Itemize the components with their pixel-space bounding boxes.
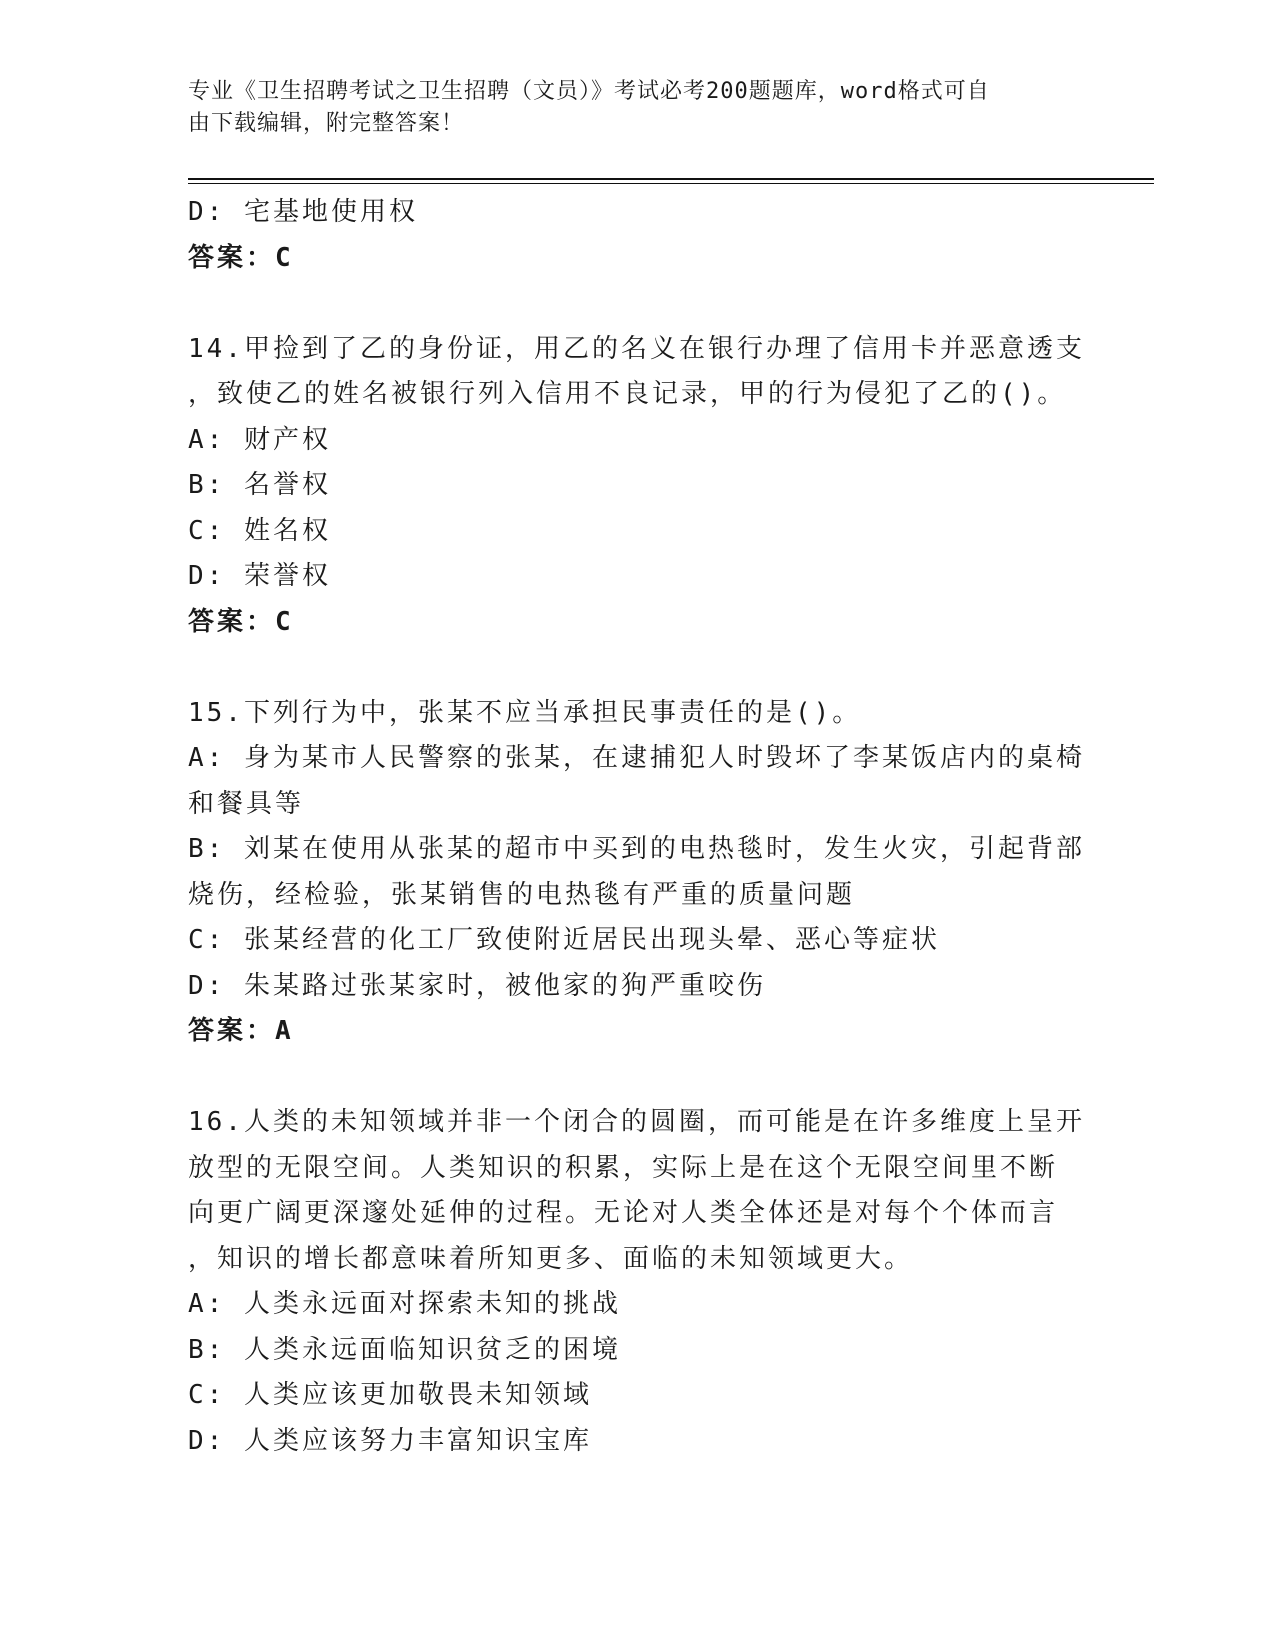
q15-option-c: C: 张某经营的化工厂致使附近居民出现头晕、恶心等症状 bbox=[188, 925, 940, 955]
q14-stem-line-1: 14.甲捡到了乙的身份证，用乙的名义在银行办理了信用卡并恶意透支 bbox=[188, 333, 1085, 364]
header-divider-thick bbox=[188, 178, 1154, 180]
q14-answer: 答案：C bbox=[188, 606, 294, 637]
q14-option-d: D: 荣誉权 bbox=[188, 561, 331, 591]
q15-answer: 答案：A bbox=[188, 1016, 294, 1046]
q16-option-b: B: 人类永远面临知识贫乏的困境 bbox=[188, 1334, 621, 1365]
q16-stem-line-3: 向更广阔更深邃处延伸的过程。无论对人类全体还是对每个个体而言 bbox=[188, 1198, 1059, 1228]
q16-stem-line-2: 放型的无限空间。人类知识的积累，实际上是在这个无限空间里不断 bbox=[188, 1152, 1059, 1183]
spacer bbox=[188, 1055, 1088, 1101]
q14-option-c: C: 姓名权 bbox=[188, 515, 331, 546]
question-13-tail bbox=[188, 190, 1088, 281]
q13-answer: 答案：C bbox=[188, 242, 294, 273]
q16-option-a: A: 人类永远面对探索未知的挑战 bbox=[188, 1289, 621, 1319]
q16-stem-line-1: 16.人类的未知领域并非一个闭合的圆圈，而可能是在许多维度上呈开 bbox=[188, 1107, 1085, 1137]
question-16 bbox=[188, 1100, 1088, 1464]
question-15 bbox=[188, 691, 1088, 1055]
q14-stem-line-2: ，致使乙的姓名被银行列入信用不良记录，甲的行为侵犯了乙的()。 bbox=[188, 379, 1067, 409]
question-content bbox=[188, 190, 1088, 1464]
document-header bbox=[188, 76, 1068, 140]
q14-option-b: B: 名誉权 bbox=[188, 470, 331, 500]
header-line-2: 由下载编辑，附完整答案！ bbox=[188, 111, 465, 136]
header-divider-thin bbox=[188, 183, 1154, 184]
q15-option-a-line-2: 和餐具等 bbox=[188, 788, 305, 819]
q15-stem: 15.下列行为中，张某不应当承担民事责任的是()。 bbox=[188, 697, 862, 728]
spacer bbox=[188, 281, 1088, 327]
question-14 bbox=[188, 327, 1088, 646]
q13-option-d: D: 宅基地使用权 bbox=[188, 197, 418, 227]
q16-option-d: D: 人类应该努力丰富知识宝库 bbox=[188, 1425, 592, 1456]
q15-option-d: D: 朱某路过张某家时，被他家的狗严重咬伤 bbox=[188, 970, 766, 1001]
header-line-1: 专业《卫生招聘考试之卫生招聘（文员）》考试必考200题题库，word格式可自 bbox=[188, 79, 990, 104]
spacer bbox=[188, 645, 1088, 691]
q15-option-a-line-1: A: 身为某市人民警察的张某，在逮捕犯人时毁坏了李某饭店内的桌椅 bbox=[188, 743, 1085, 773]
q15-option-b-line-1: B: 刘某在使用从张某的超市中买到的电热毯时，发生火灾，引起背部 bbox=[188, 834, 1085, 864]
q16-option-c: C: 人类应该更加敬畏未知领域 bbox=[188, 1380, 592, 1410]
q14-option-a: A: 财产权 bbox=[188, 424, 331, 455]
q15-option-b-line-2: 烧伤，经检验，张某销售的电热毯有严重的质量问题 bbox=[188, 879, 856, 910]
q16-stem-line-4: ，知识的增长都意味着所知更多、面临的未知领域更大。 bbox=[188, 1243, 914, 1274]
